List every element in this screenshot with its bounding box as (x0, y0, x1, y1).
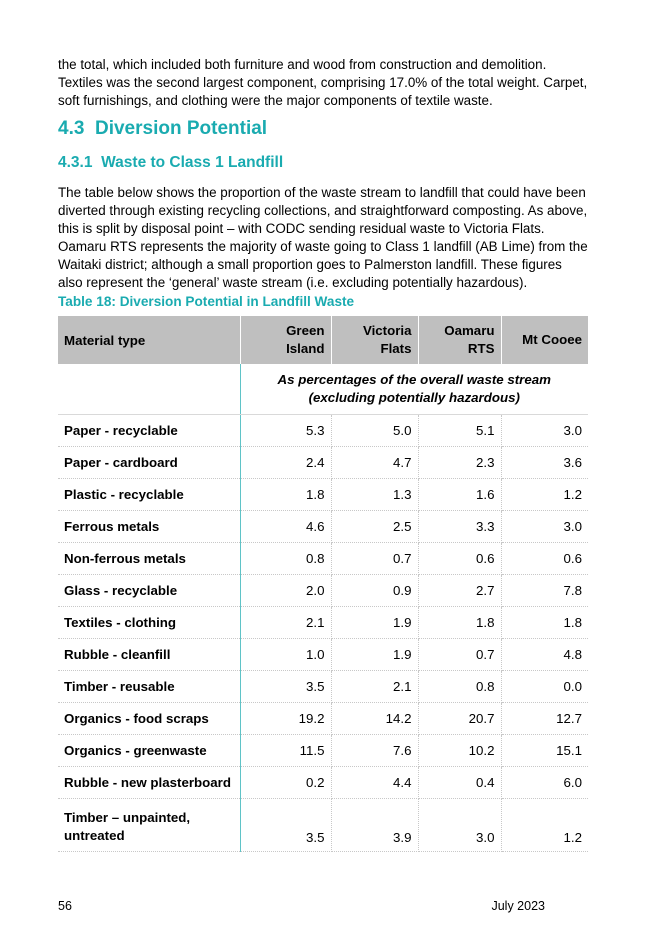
value-cell: 1.3 (331, 479, 418, 511)
value-cell: 5.1 (418, 415, 501, 447)
value-cell: 0.2 (240, 767, 331, 799)
material-cell: Non-ferrous metals (58, 543, 240, 575)
table-row (58, 735, 588, 767)
value-cell: 2.3 (418, 447, 501, 479)
diversion-table (58, 316, 588, 852)
subheader-blank-cell (58, 364, 240, 415)
value-cell: 5.0 (331, 415, 418, 447)
value-cell: 2.1 (331, 671, 418, 703)
material-cell: Paper - recyclable (58, 415, 240, 447)
value-cell: 2.7 (418, 575, 501, 607)
table-row (58, 799, 588, 852)
value-cell: 7.8 (501, 575, 588, 607)
subsection-title: Waste to Class 1 Landfill (101, 154, 284, 171)
value-cell: 1.2 (501, 479, 588, 511)
value-cell: 15.1 (501, 735, 588, 767)
material-cell: Timber - reusable (58, 671, 240, 703)
value-cell: 1.8 (501, 607, 588, 639)
value-cell: 0.6 (501, 543, 588, 575)
table-subheader-note: As percentages of the overall waste stream (excluding potentially hazardous) (240, 364, 588, 415)
value-cell: 3.9 (331, 799, 418, 852)
subsection-number: 4.3.1 (58, 154, 93, 171)
value-cell: 4.6 (240, 511, 331, 543)
value-cell: 6.0 (501, 767, 588, 799)
value-cell: 20.7 (418, 703, 501, 735)
table-body (58, 415, 588, 852)
value-cell: 3.0 (418, 799, 501, 852)
table-row (58, 671, 588, 703)
value-cell: 2.4 (240, 447, 331, 479)
body-paragraph: The table below shows the proportion of the waste stream to landfill that could have been diverted through existing recycling collections, and straightforward composting. As above, this is split by disposal point – with CODC sending residual waste to Victoria Flats. Oamaru RTS represents the majority of waste going to Class 1 landfill (AB Lime) from the Waitaki district; although a small proportion goes to Palmerston landfill. These figures also represent the ‘general’ waste stream (i.e. excluding potentially hazardous). (58, 185, 588, 290)
value-cell: 0.8 (418, 671, 501, 703)
material-cell: Timber – unpainted, untreated (58, 799, 240, 852)
value-cell: 4.4 (331, 767, 418, 799)
table-row (58, 639, 588, 671)
value-cell: 0.0 (501, 671, 588, 703)
table-subheader-row (58, 364, 588, 415)
value-cell: 11.5 (240, 735, 331, 767)
value-cell: 3.5 (240, 671, 331, 703)
section-heading (58, 118, 267, 140)
header-material-type: Material type (58, 316, 240, 364)
value-cell: 1.9 (331, 607, 418, 639)
value-cell: 2.1 (240, 607, 331, 639)
material-cell: Organics - food scraps (58, 703, 240, 735)
material-cell: Plastic - recyclable (58, 479, 240, 511)
table-row (58, 479, 588, 511)
value-cell: 0.7 (418, 639, 501, 671)
value-cell: 3.3 (418, 511, 501, 543)
table-row (58, 415, 588, 447)
table-row (58, 575, 588, 607)
table-row (58, 511, 588, 543)
footer-date: July 2023 (491, 899, 545, 913)
value-cell: 2.0 (240, 575, 331, 607)
value-cell: 4.7 (331, 447, 418, 479)
value-cell: 0.8 (240, 543, 331, 575)
value-cell: 1.0 (240, 639, 331, 671)
value-cell: 7.6 (331, 735, 418, 767)
value-cell: 10.2 (418, 735, 501, 767)
value-cell: 1.2 (501, 799, 588, 852)
table-row (58, 607, 588, 639)
subsection-heading (58, 154, 283, 172)
table-row (58, 703, 588, 735)
value-cell: 1.6 (418, 479, 501, 511)
value-cell: 12.7 (501, 703, 588, 735)
material-cell: Textiles - clothing (58, 607, 240, 639)
value-cell: 0.4 (418, 767, 501, 799)
value-cell: 1.8 (240, 479, 331, 511)
material-cell: Rubble - cleanfill (58, 639, 240, 671)
table-caption: Table 18: Diversion Potential in Landfill Waste (58, 294, 355, 309)
value-cell: 0.6 (418, 543, 501, 575)
section-title: Diversion Potential (94, 118, 268, 139)
intro-paragraph: the total, which included both furniture and wood from construction and demolition. Textiles was the second largest component, comprising 17.0% of the total weight. Carpet, soft furnishings, and clothing were the major components of textile waste. (58, 57, 588, 108)
material-cell: Rubble - new plasterboard (58, 767, 240, 799)
table-row (58, 447, 588, 479)
material-cell: Paper - cardboard (58, 447, 240, 479)
value-cell: 2.5 (331, 511, 418, 543)
value-cell: 3.5 (240, 799, 331, 852)
section-number: 4.3 (58, 118, 85, 139)
header-mt-cooee: Mt Cooee (501, 316, 588, 364)
value-cell: 3.6 (501, 447, 588, 479)
header-victoria-flats: Victoria Flats (331, 316, 418, 364)
value-cell: 3.0 (501, 415, 588, 447)
header-oamaru-rts: Oamaru RTS (418, 316, 501, 364)
value-cell: 0.7 (331, 543, 418, 575)
value-cell: 3.0 (501, 511, 588, 543)
table-row (58, 543, 588, 575)
table-row (58, 767, 588, 799)
value-cell: 1.9 (331, 639, 418, 671)
material-cell: Ferrous metals (58, 511, 240, 543)
value-cell: 14.2 (331, 703, 418, 735)
value-cell: 19.2 (240, 703, 331, 735)
page-number: 56 (58, 899, 72, 913)
material-cell: Organics - greenwaste (58, 735, 240, 767)
header-green-island: Green Island (240, 316, 331, 364)
value-cell: 4.8 (501, 639, 588, 671)
value-cell: 0.9 (331, 575, 418, 607)
table-header-row (58, 316, 588, 364)
value-cell: 5.3 (240, 415, 331, 447)
value-cell: 1.8 (418, 607, 501, 639)
material-cell: Glass - recyclable (58, 575, 240, 607)
